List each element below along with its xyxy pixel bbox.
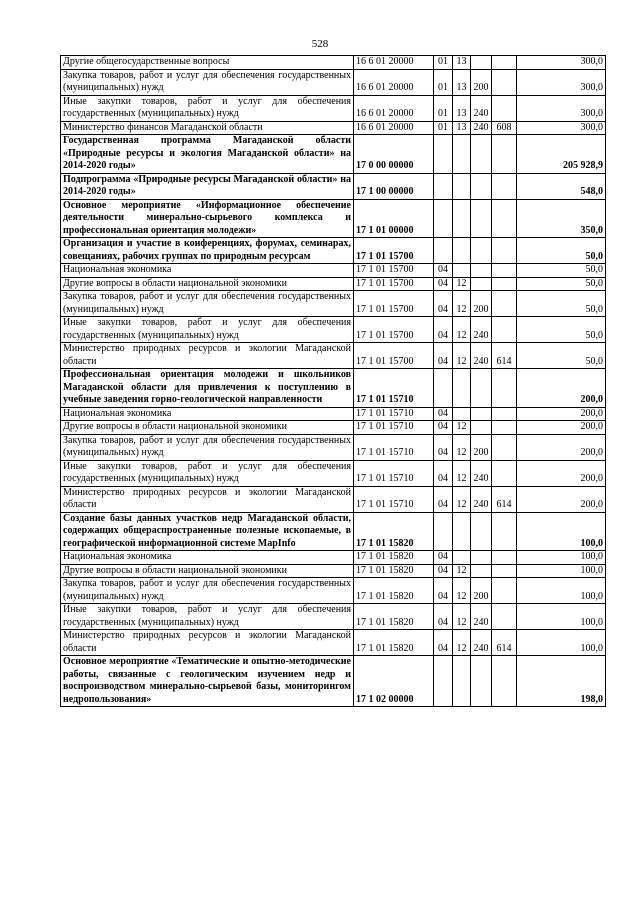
amount: 300,0 — [517, 121, 606, 135]
budget-manager-code — [492, 56, 517, 70]
target-article-code: 17 1 01 15700 — [354, 238, 434, 264]
amount: 200,0 — [517, 369, 606, 408]
subsection-code: 13 — [453, 121, 471, 135]
row-name: Закупка товаров, работ и услуг для обеспечения государственных (муниципальных) нужд — [61, 578, 354, 604]
budget-table-body — [61, 56, 606, 707]
expense-type-code — [471, 173, 492, 199]
table-row — [61, 486, 606, 512]
budget-manager-code — [492, 291, 517, 317]
expense-type-code — [471, 277, 492, 291]
table-row — [61, 56, 606, 70]
budget-manager-code — [492, 135, 517, 174]
section-code: 04 — [434, 460, 453, 486]
target-article-code: 17 1 01 15710 — [354, 421, 434, 435]
table-row — [61, 551, 606, 565]
amount: 100,0 — [517, 604, 606, 630]
section-code: 04 — [434, 604, 453, 630]
target-article-code: 17 1 01 15700 — [354, 277, 434, 291]
budget-manager-code — [492, 421, 517, 435]
target-article-code: 17 1 01 15820 — [354, 551, 434, 565]
amount: 50,0 — [517, 238, 606, 264]
subsection-code: 13 — [453, 56, 471, 70]
subsection-code: 12 — [453, 460, 471, 486]
budget-manager-code — [492, 238, 517, 264]
row-name: Подпрограмма «Природные ресурсы Магаданской области» на 2014-2020 годы» — [61, 173, 354, 199]
table-row — [61, 69, 606, 95]
budget-manager-code — [492, 578, 517, 604]
subsection-code: 12 — [453, 343, 471, 369]
amount: 200,0 — [517, 407, 606, 421]
table-row — [61, 564, 606, 578]
row-name: Иные закупки товаров, работ и услуг для обеспечения государственных (муниципальных) нужд — [61, 317, 354, 343]
budget-manager-code — [492, 407, 517, 421]
section-code: 01 — [434, 56, 453, 70]
row-name: Основное мероприятие «Тематические и опытно-методические работы, связанные с геологическим изучением недр и воспроизводством минерально-сырьевой базы, мониторингом недропользования» — [61, 656, 354, 707]
row-name: Другие вопросы в области национальной экономики — [61, 564, 354, 578]
section-code: 04 — [434, 277, 453, 291]
subsection-code — [453, 173, 471, 199]
expense-type-code: 240 — [471, 121, 492, 135]
subsection-code — [453, 264, 471, 278]
table-row — [61, 121, 606, 135]
section-code — [434, 369, 453, 408]
target-article-code: 17 1 01 15710 — [354, 460, 434, 486]
amount: 100,0 — [517, 551, 606, 565]
expense-type-code — [471, 421, 492, 435]
subsection-code: 13 — [453, 69, 471, 95]
subsection-code: 12 — [453, 578, 471, 604]
subsection-code — [453, 512, 471, 551]
subsection-code — [453, 135, 471, 174]
expense-type-code: 200 — [471, 291, 492, 317]
expense-type-code — [471, 551, 492, 565]
target-article-code: 17 1 01 15700 — [354, 264, 434, 278]
row-name: Другие вопросы в области национальной экономики — [61, 421, 354, 435]
table-row — [61, 173, 606, 199]
amount: 200,0 — [517, 486, 606, 512]
subsection-code — [453, 199, 471, 238]
subsection-code — [453, 551, 471, 565]
row-name: Национальная экономика — [61, 264, 354, 278]
amount: 100,0 — [517, 564, 606, 578]
budget-manager-code — [492, 434, 517, 460]
expense-type-code: 200 — [471, 578, 492, 604]
section-code: 01 — [434, 121, 453, 135]
target-article-code: 17 1 01 15710 — [354, 486, 434, 512]
expense-type-code — [471, 656, 492, 707]
subsection-code — [453, 238, 471, 264]
expense-type-code — [471, 512, 492, 551]
subsection-code: 13 — [453, 95, 471, 121]
row-name: Профессиональная ориентация молодежи и школьников Магаданской области для привлечения к поступлению в учебные заведения горно-геологической направленности — [61, 369, 354, 408]
page-number: 528 — [311, 38, 329, 50]
target-article-code: 16 6 01 20000 — [354, 95, 434, 121]
subsection-code — [453, 407, 471, 421]
amount: 50,0 — [517, 277, 606, 291]
target-article-code: 17 1 01 15820 — [354, 630, 434, 656]
target-article-code: 16 6 01 20000 — [354, 69, 434, 95]
amount: 350,0 — [517, 199, 606, 238]
budget-manager-code — [492, 264, 517, 278]
table-row — [61, 317, 606, 343]
amount: 50,0 — [517, 291, 606, 317]
amount: 50,0 — [517, 343, 606, 369]
expense-type-code — [471, 199, 492, 238]
amount: 300,0 — [517, 95, 606, 121]
expense-type-code: 240 — [471, 460, 492, 486]
expense-type-code — [471, 564, 492, 578]
section-code — [434, 238, 453, 264]
budget-manager-code — [492, 656, 517, 707]
target-article-code: 17 1 01 15820 — [354, 604, 434, 630]
amount: 200,0 — [517, 460, 606, 486]
section-code — [434, 656, 453, 707]
section-code: 04 — [434, 317, 453, 343]
target-article-code: 17 1 02 00000 — [354, 656, 434, 707]
row-name: Основное мероприятие «Информационное обеспечение деятельности минерально-сырьевого комплекса и профессиональная ориентация молодежи» — [61, 199, 354, 238]
amount: 300,0 — [517, 56, 606, 70]
amount: 198,0 — [517, 656, 606, 707]
amount: 200,0 — [517, 421, 606, 435]
budget-manager-code — [492, 199, 517, 238]
expense-type-code — [471, 135, 492, 174]
target-article-code: 17 1 01 15710 — [354, 434, 434, 460]
target-article-code: 16 6 01 20000 — [354, 121, 434, 135]
table-row — [61, 291, 606, 317]
amount: 300,0 — [517, 69, 606, 95]
section-code: 04 — [434, 407, 453, 421]
expense-type-code — [471, 407, 492, 421]
expense-type-code — [471, 238, 492, 264]
table-row — [61, 656, 606, 707]
budget-manager-code — [492, 317, 517, 343]
section-code — [434, 512, 453, 551]
section-code: 04 — [434, 421, 453, 435]
section-code — [434, 135, 453, 174]
row-name: Министерство природных ресурсов и экологии Магаданской области — [61, 630, 354, 656]
table-row — [61, 135, 606, 174]
table-row — [61, 512, 606, 551]
subsection-code: 12 — [453, 291, 471, 317]
row-name: Государственная программа Магаданской области «Природные ресурсы и экология Магаданской области» на 2014-2020 годы» — [61, 135, 354, 174]
budget-manager-code — [492, 69, 517, 95]
expense-type-code: 240 — [471, 486, 492, 512]
row-name: Иные закупки товаров, работ и услуг для обеспечения государственных (муниципальных) нужд — [61, 604, 354, 630]
section-code: 04 — [434, 343, 453, 369]
subsection-code — [453, 369, 471, 408]
expense-type-code: 200 — [471, 69, 492, 95]
row-name: Другие общегосударственные вопросы — [61, 56, 354, 70]
subsection-code: 12 — [453, 421, 471, 435]
amount: 50,0 — [517, 317, 606, 343]
amount: 200,0 — [517, 434, 606, 460]
row-name: Министерство финансов Магаданской области — [61, 121, 354, 135]
table-row — [61, 407, 606, 421]
table-row — [61, 95, 606, 121]
row-name: Национальная экономика — [61, 407, 354, 421]
budget-manager-code — [492, 173, 517, 199]
target-article-code: 17 0 00 00000 — [354, 135, 434, 174]
amount: 548,0 — [517, 173, 606, 199]
target-article-code: 17 1 01 15700 — [354, 291, 434, 317]
budget-table — [60, 55, 606, 707]
amount: 100,0 — [517, 578, 606, 604]
budget-manager-code — [492, 604, 517, 630]
budget-manager-code — [492, 460, 517, 486]
expense-type-code — [471, 369, 492, 408]
subsection-code: 12 — [453, 486, 471, 512]
target-article-code: 17 1 01 15700 — [354, 343, 434, 369]
target-article-code: 17 1 01 15710 — [354, 407, 434, 421]
table-row — [61, 369, 606, 408]
target-article-code: 17 1 01 15700 — [354, 317, 434, 343]
amount: 100,0 — [517, 630, 606, 656]
budget-manager-code: 614 — [492, 486, 517, 512]
subsection-code: 12 — [453, 434, 471, 460]
row-name: Закупка товаров, работ и услуг для обеспечения государственных (муниципальных) нужд — [61, 434, 354, 460]
budget-manager-code — [492, 551, 517, 565]
expense-type-code: 240 — [471, 317, 492, 343]
expense-type-code: 200 — [471, 434, 492, 460]
row-name: Организация и участие в конференциях, форумах, семинарах, совещаниях, рабочих группах по природным ресурсам — [61, 238, 354, 264]
subsection-code: 12 — [453, 317, 471, 343]
expense-type-code: 240 — [471, 630, 492, 656]
target-article-code: 17 1 01 15820 — [354, 578, 434, 604]
table-row — [61, 199, 606, 238]
target-article-code: 17 1 00 00000 — [354, 173, 434, 199]
budget-manager-code — [492, 369, 517, 408]
budget-manager-code — [492, 564, 517, 578]
row-name: Иные закупки товаров, работ и услуг для обеспечения государственных (муниципальных) нужд — [61, 95, 354, 121]
row-name: Министерство природных ресурсов и экологии Магаданской области — [61, 343, 354, 369]
row-name: Другие вопросы в области национальной экономики — [61, 277, 354, 291]
subsection-code: 12 — [453, 604, 471, 630]
row-name: Закупка товаров, работ и услуг для обеспечения государственных (муниципальных) нужд — [61, 291, 354, 317]
expense-type-code: 240 — [471, 343, 492, 369]
section-code: 04 — [434, 564, 453, 578]
budget-manager-code — [492, 95, 517, 121]
row-name: Национальная экономика — [61, 551, 354, 565]
section-code: 04 — [434, 434, 453, 460]
target-article-code: 17 1 01 15820 — [354, 564, 434, 578]
budget-manager-code: 608 — [492, 121, 517, 135]
table-row — [61, 460, 606, 486]
budget-manager-code: 614 — [492, 630, 517, 656]
table-row — [61, 604, 606, 630]
table-row — [61, 434, 606, 460]
section-code: 04 — [434, 578, 453, 604]
table-row — [61, 277, 606, 291]
subsection-code: 12 — [453, 630, 471, 656]
table-row — [61, 421, 606, 435]
row-name: Создание базы данных участков недр Магаданской области, содержащих общераспространенные полезные ископаемые, в географической информационной системе MapInfo — [61, 512, 354, 551]
expense-type-code: 240 — [471, 95, 492, 121]
section-code — [434, 199, 453, 238]
amount: 205 928,9 — [517, 135, 606, 174]
subsection-code — [453, 656, 471, 707]
target-article-code: 17 1 01 15820 — [354, 512, 434, 551]
target-article-code: 16 6 01 20000 — [354, 56, 434, 70]
table-row — [61, 343, 606, 369]
table-row — [61, 238, 606, 264]
expense-type-code: 240 — [471, 604, 492, 630]
section-code: 01 — [434, 69, 453, 95]
row-name: Иные закупки товаров, работ и услуг для обеспечения государственных (муниципальных) нужд — [61, 460, 354, 486]
row-name: Закупка товаров, работ и услуг для обеспечения государственных (муниципальных) нужд — [61, 69, 354, 95]
section-code: 01 — [434, 95, 453, 121]
budget-manager-code — [492, 277, 517, 291]
table-row — [61, 264, 606, 278]
budget-manager-code: 614 — [492, 343, 517, 369]
budget-manager-code — [492, 512, 517, 551]
target-article-code: 17 1 01 15710 — [354, 369, 434, 408]
subsection-code: 12 — [453, 277, 471, 291]
table-row — [61, 630, 606, 656]
expense-type-code — [471, 264, 492, 278]
target-article-code: 17 1 01 00000 — [354, 199, 434, 238]
expense-type-code — [471, 56, 492, 70]
amount: 50,0 — [517, 264, 606, 278]
subsection-code: 12 — [453, 564, 471, 578]
section-code: 04 — [434, 551, 453, 565]
section-code: 04 — [434, 486, 453, 512]
row-name: Министерство природных ресурсов и экологии Магаданской области — [61, 486, 354, 512]
section-code: 04 — [434, 264, 453, 278]
section-code: 04 — [434, 630, 453, 656]
section-code: 04 — [434, 291, 453, 317]
section-code — [434, 173, 453, 199]
amount: 100,0 — [517, 512, 606, 551]
table-row — [61, 578, 606, 604]
